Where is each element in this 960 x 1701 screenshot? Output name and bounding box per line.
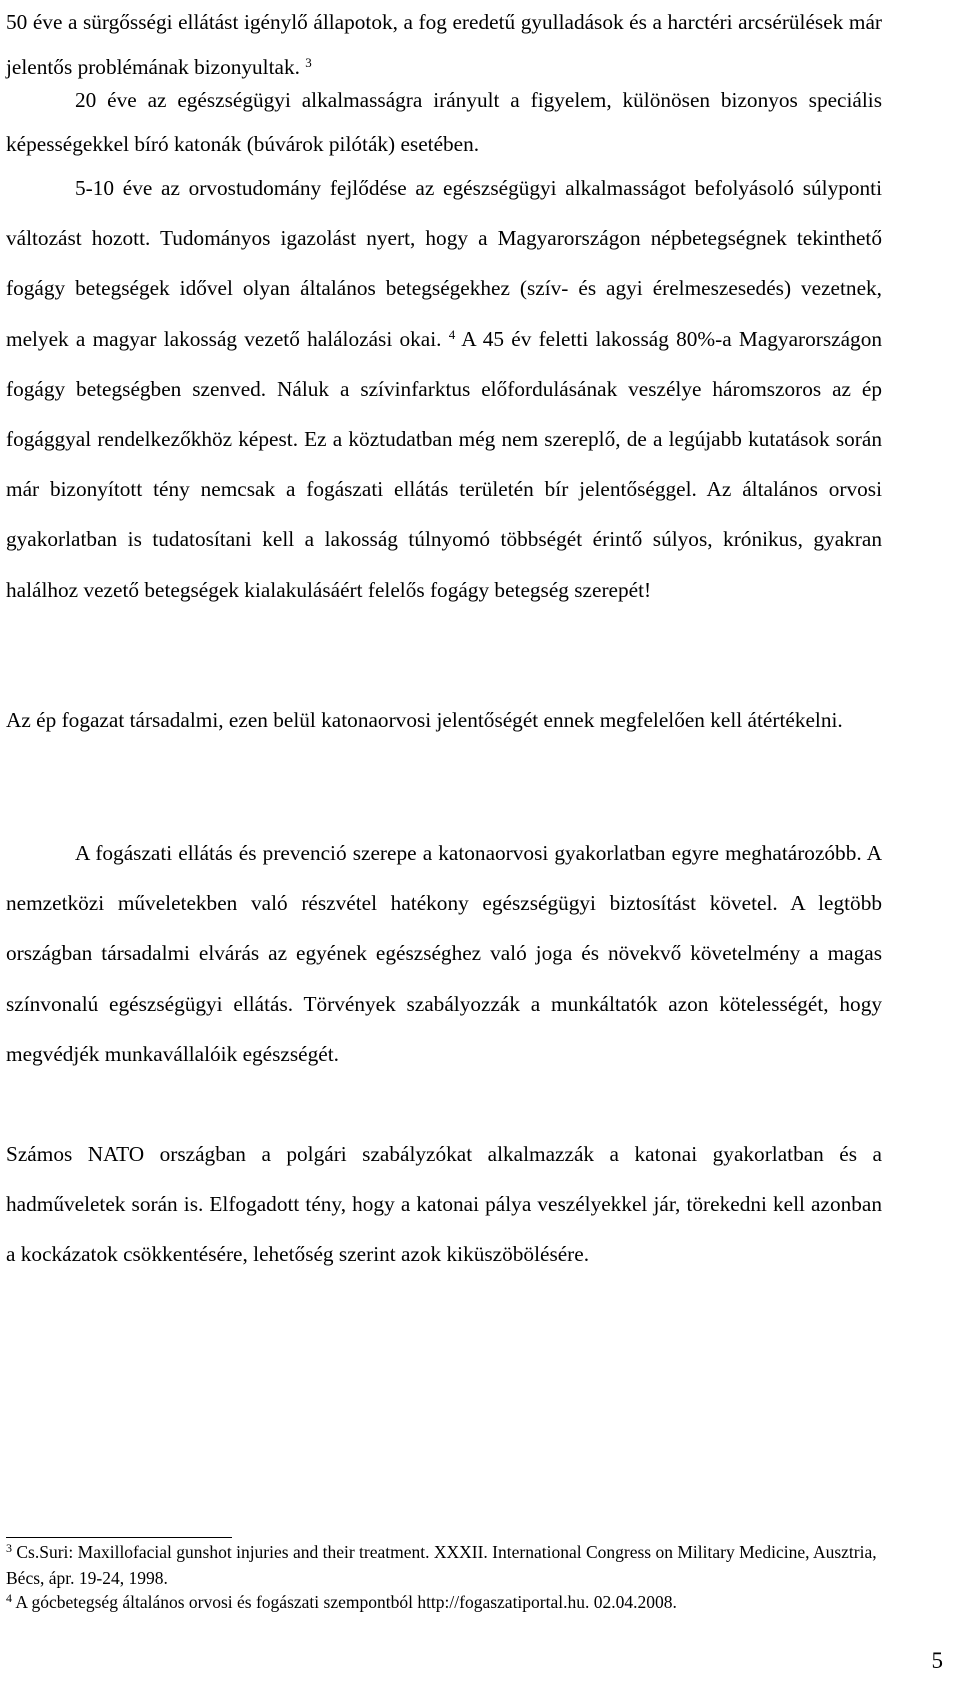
paragraph-4-text: Az ép fogazat társadalmi, ezen belül katonaorvosi jelentőségét ennek megfelelően kell átértékelni. xyxy=(6,708,843,732)
paragraph-2 xyxy=(6,78,882,167)
paragraph-3-text-a: 5-10 éve az orvostudomány fejlődése az egészségügyi alkalmasságot befolyásoló súlyponti változást hozott. Tudományos igazolást nyert, hogy a Magyarországon népbetegségnek tekinthető fogágy betegségek idővel olyan általános betegségekhez (szív- és agyi érelmeszesedés) vezetnek, melyek a magyar lakosság vezető halálozási okai. xyxy=(6,176,882,351)
footnote-3-mark: 3 xyxy=(6,1541,12,1555)
footnotes xyxy=(6,1540,882,1616)
footnote-ref-3: 3 xyxy=(305,54,312,70)
paragraph-6-text: Számos NATO országban a polgári szabályzókat alkalmazzák a katonai gyakorlatban és a hadműveletek során is. Elfogadott tény, hogy a katonai pálya veszélyekkel jár, törekedni kell azonban a kockázatok csökkentésére, lehetőség szerint azok kiküszöbölésére. xyxy=(6,1142,882,1267)
paragraph-5-text: A fogászati ellátás és prevenció szerepe a katonaorvosi gyakorlatban egyre meghatározóbb. A nemzetközi műveletekben való részvétel hatékony egészségügyi biztosítást követel. A legtöbb országban társadalmi elvárás az egyének egészséghez való joga és növekvő követelmény a magas színvonalú egészségügyi ellátás. Törvények szabályozzák a munkáltatók azon kötelességét, hogy megvédjék munkavállalóik egészségét. xyxy=(6,841,882,1066)
footnote-4-mark: 4 xyxy=(6,1591,12,1605)
paragraph-5 xyxy=(6,828,882,1079)
footnote-3 xyxy=(6,1540,882,1590)
footnote-separator xyxy=(6,1537,232,1538)
paragraph-2-text: 20 éve az egészségügyi alkalmasságra irányult a figyelem, különösen bizonyos speciális képességekkel bíró katonák (búvárok pilóták) esetében. xyxy=(6,88,882,157)
paragraph-3 xyxy=(6,163,882,615)
footnote-3-text: Cs.Suri: Maxillofacial gunshot injuries and their treatment. XXXII. International Congress on Military Medicine, Ausztria, Bécs, ápr. 19-24, 1998. xyxy=(6,1542,877,1588)
paragraph-1-text: 50 éve a sürgősségi ellátást igénylő állapotok, a fog eredetű gyulladások és a harctéri arcsérülések már jelentős problémának bizonyultak. xyxy=(6,10,882,79)
paragraph-1 xyxy=(6,0,882,89)
page-number: 5 xyxy=(931,1648,943,1673)
paragraph-6 xyxy=(6,1129,882,1280)
footnote-ref-4: 4 xyxy=(448,326,456,342)
paragraph-4 xyxy=(6,695,882,745)
footnote-4-text: A gócbetegség általános orvosi és fogászati szempontból http://fogaszatiportal.hu. 02.04.2008. xyxy=(12,1592,677,1612)
footnote-4 xyxy=(6,1590,882,1616)
paragraph-3-text-b: A 45 év feletti lakosság 80%-a Magyarországon fogágy betegségben szenved. Náluk a szívinfarktus előfordulásának veszélye háromszoros az ép fogággyal rendelkezőkhöz képest. Ez a köztudatban még nem szereplő, de a legújabb kutatások során már bizonyított tény nemcsak a fogászati ellátás területén bír jelentőséggel. Az általános orvosi gyakorlatban is tudatosítani kell a lakosság túlnyomó többségét érintő súlyos, krónikus, gyakran halálhoz vezető betegségek kialakulásáért felelős fogágy betegség szerepét! xyxy=(6,326,882,602)
